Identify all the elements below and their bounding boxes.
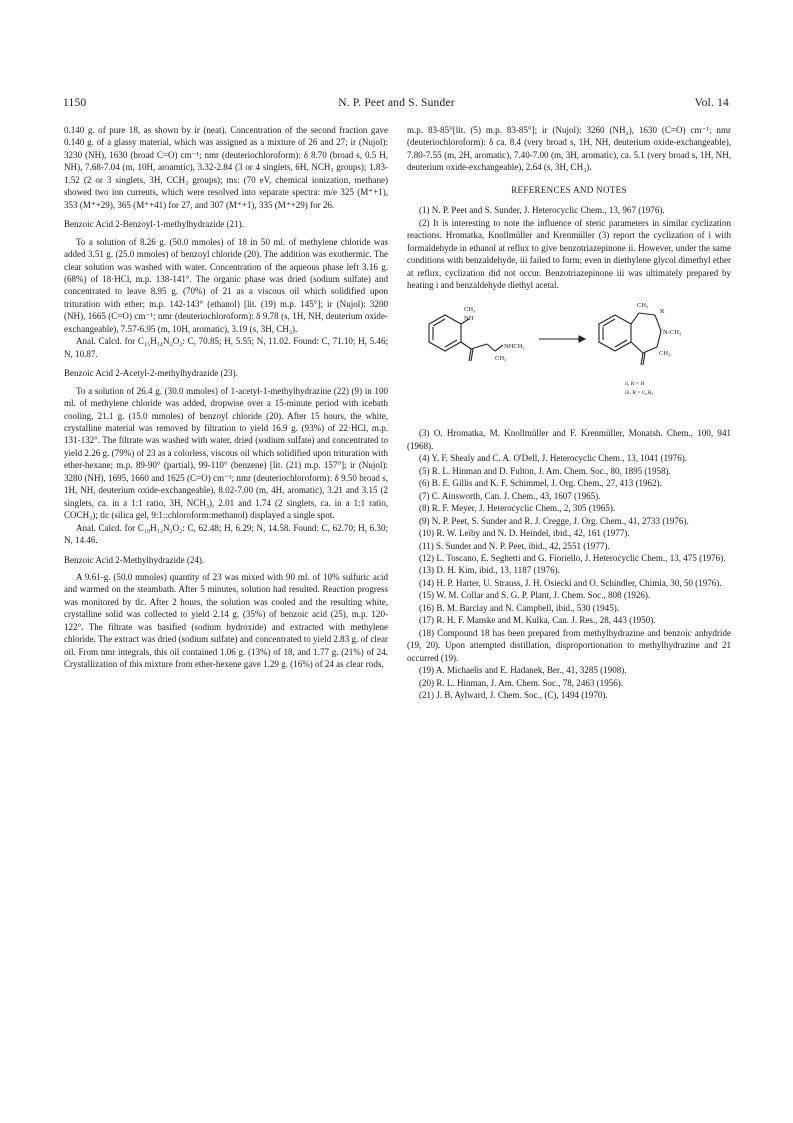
n-ch3-label: N-CH₃ <box>663 329 682 337</box>
reference-item: (15) W. M. Collar and S. G. P. Plant, J. Chem. Soc., 808 (1926). <box>419 590 651 601</box>
reference-item: (4) Y. F. Shealy and C. A. O'Dell, J. Heterocyclic Chem., 13, 1041 (1976). <box>419 453 687 464</box>
paragraph-continued: 0.140 g. of pure 18, as shown by ir (neat). Concentration of the second fraction gave 0.140 g. of a glassy material, which was assigned as a mixture of 26 and 27; ir (Nujol): 3230 (NH), 1630 (broad C=O) cm⁻¹; nmr (deuteriochloroform): δ 8.70 (broad s, 0.5 H, NH), 7.68-7.04 (m, 10H, aroamtic), 3.32-2.84 (3 or 4 singlets, 6H, NCH₃ groups); 1.83-1.52 (2 or 3 singlets, 3H, CCH₃ groups); ms: (70 eV, chemical ionization, methane) showed two ion currents, which were resolved into separate spectra: m/e 325 (M⁺+1), 353 (M⁺+29), 365 (M⁺+41) for 27, and 307 (M⁺+1), 335 (M⁺+29) for 26. <box>64 125 388 210</box>
reference-item: (8) R. F. Meyer, J. Heterocyclic Chem., 2, 305 (1965). <box>419 503 616 514</box>
ch3-label: CH₃ <box>659 350 671 358</box>
r-label: R <box>660 308 665 316</box>
ch3-label: CH₃ <box>637 302 649 310</box>
journal-volume: Vol. 14 <box>694 97 729 109</box>
reference-item: (3) O. Hromatka, M. Knollmüller and F. Krenmüller, Monatsh. Chem., 100, 941 (1968). <box>407 428 731 451</box>
reaction-arrow <box>539 336 585 342</box>
reference-item: (2) It is interesting to note the influence of steric parameters in similar cyclization reactions. Hromatka, Knollmüller and Krenmüller (3) report the cyclization of i with formaldehyde in ethanol at reflux to give benzotriazepinone ii. However, under the same conditions with benzaldehyde, iii failed to form; even in diethylene glycol dimethyl ether at reflux, cyclization did not occur. Benzotriazepinone iii was ultimately prepared by heating i and benzaldehyde diethyl acetal. <box>407 217 731 290</box>
paragraph-continued: m.p. 83-85°[lit. (5) m.p. 83-85°]; ir (Nujol): 3260 (NH₂), 1630 (C=O) cm⁻¹; nmr (deuteriochloroform): δ ca. 8.4 (very broad s, 1H, NH, deuterium oxide-exchangeable), 7.80-7.55 (m, 2H, aromatic), 7.40-7.00 (m, 3H, aromatic), ca. 5.1 (very broad s, 1H, NH, deuterium oxide-exchangeable), 2.64 (s, 3H, CH₃). <box>407 125 731 173</box>
reference-item: (18) Compound 18 has been prepared from methylhydrazine and benzoic anhydride (19, 20). Upon attempted distillation, disproportionation to methylhydrazine and 21 occurred (19). <box>407 627 731 663</box>
reference-item: (1) N. P. Peet and S. Sunder, J. Heterocyclic Chem., 13, 967 (1976). <box>419 205 665 216</box>
structure-ii-iii <box>599 313 661 365</box>
reference-item: (10) R. W. Leiby and N. D. Heindel, ibid., 42, 161 (1977). <box>419 528 630 539</box>
reference-item: (16) B. M. Barclay and N. Campbell, ibid., 530 (1945). <box>419 602 620 613</box>
scheme-legend: iii, R = C₆H₅ <box>625 390 654 397</box>
reference-item: (5) R. L. Hinman and D. Fulton, J. Am. Chem. Soc., 80, 1895 (1958). <box>419 465 671 476</box>
reference-item: (9) N. P. Peet, S. Sunder and R. J. Cregge, J. Org. Chem., 41, 2733 (1976). <box>419 515 689 526</box>
scheme-legend: ii, R = H <box>625 381 645 388</box>
nhch3-label: NHCH₃ <box>504 343 525 351</box>
right-column <box>407 124 731 701</box>
section-title: Benzoic Acid 2-Acetyl-2-methylhydrazide (23). <box>64 368 238 379</box>
section-title: Benzoic Acid 2-Benzoyl-1-methylhydrazide (21). <box>64 219 244 230</box>
elemental-analysis: Anal. Calcd. for C₁₅H₁₄N₂O₂: C, 70.85; H, 5.55; N, 11.02. Found: C, 71.10; H, 5.46; N, 10.87. <box>64 336 388 359</box>
reference-item: (7) C. Ainsworth, Can. J. Chem., 43, 1607 (1965). <box>419 490 601 501</box>
elemental-analysis: Anal. Calcd. for C₁₀H₁₂N₂O₂: C, 62.48; H, 6.29; N, 14.58. Found: C, 62.70; H, 6.30; N, 14.46. <box>64 522 388 546</box>
page-number: 1150 <box>63 97 87 109</box>
running-head-authors: N. P. Peet and S. Sunder <box>338 97 455 109</box>
left-column <box>64 124 388 671</box>
reference-item: (19) A. Michaelis and E. Hadanek, Ber., 41, 3285 (1908). <box>419 665 627 676</box>
references-heading: REFERENCES AND NOTES <box>511 184 627 195</box>
reference-item: (6) B. E. Gillis and K. F. Schimmel, J. Org. Chem., 27, 413 (1962). <box>419 478 662 489</box>
reference-item: (13) D. H. Kim, ibid., 13, 1187 (1976). <box>419 565 560 576</box>
paragraph: To a solution of 8.26 g. (50.0 mmoles) of 18 in 50 ml. of methylene chloride was added 3.51 g. (25.0 mmoles) of benzoyl chloride (20). The addition was exothermic. The clear solution was washed with water. Concentration of the aqueous phase left 3.16 g. (68%) of 18·HCl, m.p. 138-141°. The organic phase was dried (sodium sulfate) and concentrated to leave 8.95 g. (70%) of 21 as a viscous oil which solidified upon trituration with ether; m.p. 142-143° (ethanol) [lit. (19) m.p. 145°]; ir (Nujol): 3200 (NH), 1665 (C=O) cm⁻¹; nmr (deuteriochloroform): δ 9.78 (s, 1H, NH, deuterium oxide-exchangeable), 7.57-6.95 (m, 10H, aromatic), 3.19 (s, 3H, CH₃). <box>64 236 388 334</box>
reaction-scheme <box>407 299 731 409</box>
section-title: Benzoic Acid 2-Methylhydrazide (24). <box>64 554 205 565</box>
paragraph: To a solution of 26.4 g. (30.0 mmoles) of 1-acetyl-1-methylhydrazine (22) (9) in 100 ml. of methylene chloride was added, dropwise over a 15-minute period with icebath cooling, 21.1 g. (15.0 mmoles) of benzoyl chloride (20). After 15 hours, the white, crystalline material was removed by filtration to yield 16.9 g. (93%) of 22·HCl, m.p. 131-132°. The filtrate was washed with water, dried (sodium sulfate) and concentrated to yield 2.26 g. (79%) of 23 as a colorless, viscous oil which solidified upon trituration with ether-hexane; m.p. 89-90° (partial), 99-110° (benzene) [lit. (21) m.p. 157°]; ir (Nujol): 3280 (NH), 1695, 1660 and 1625 (C=O) cm⁻¹; nmr (deuteriochloroform): δ 9.50 broad s, 1H, NH, deuterium oxide-exchangeable), 8.02-7.00 (m, 4H, aromatic), 3.21 and 3.15 (2 singlets, ca. in a 1:1 ratio, 3H, NCH₃), 2.01 and 1.74 (2 singlets, ca. in a 1:1 ratio, COCH₃); tlc (silica gel, 9:1::chloroform:methanol) displayed a single spot. <box>64 385 388 521</box>
reference-item: (12) L. Toscano, E. Seghetti and G. Fioriello, J. Heterocyclic Chem., 13, 475 (1976). <box>419 552 726 563</box>
reference-item: (21) J. B. Aylward, J. Chem. Soc., (C), 1494 (1970). <box>419 689 608 700</box>
nh-label: NH <box>464 315 474 323</box>
reference-item: (11) S. Sunder and N. P. Peet, ibid., 42, 2551 (1977). <box>419 540 610 551</box>
reference-item: (17) R. H. F. Manske and M. Kulka, Can. J. Res., 28, 443 (1950). <box>419 615 656 626</box>
ch3-label: CH₃ <box>464 306 476 314</box>
reference-item: (20) R. L. Hinman, J. Am. Chem. Soc., 78, 2463 (1956). <box>419 677 624 688</box>
paragraph: A 9.61-g. (50.0 mmoles) quantity of 23 was mixed with 90 ml. of 10% sulfuric acid and warmed on the steambath. After 5 minutes, solution had resulted. Reaction progress was monitored by tlc. After 2 hours, the solution was cooled and the resulting white, crystalline solid was collected to yield 2.14 g. (35%) of benzoic acid (25), m.p. 120-122°. The filtrate was basified (sodium hydroxide) and extracted with methylene chloride. The extract was dried (sodium sulfate) and concentrated to yield 2.83 g. of clear oil. From nmr integrals, this oil contained 1.06 g. (13%) of 18, and 1.77 g. (21%) of 24. Crystallization of this mixture from ether-hexene gave 1.29 g. (16%) of 24 as clear rods, <box>64 571 388 670</box>
ch3-label: CH₃ <box>495 355 507 363</box>
reference-item: (14) H. P. Harter, U. Strauss, J. H. Osiecki and O. Schindler, Chimia, 30, 50 (1976). <box>419 577 722 588</box>
